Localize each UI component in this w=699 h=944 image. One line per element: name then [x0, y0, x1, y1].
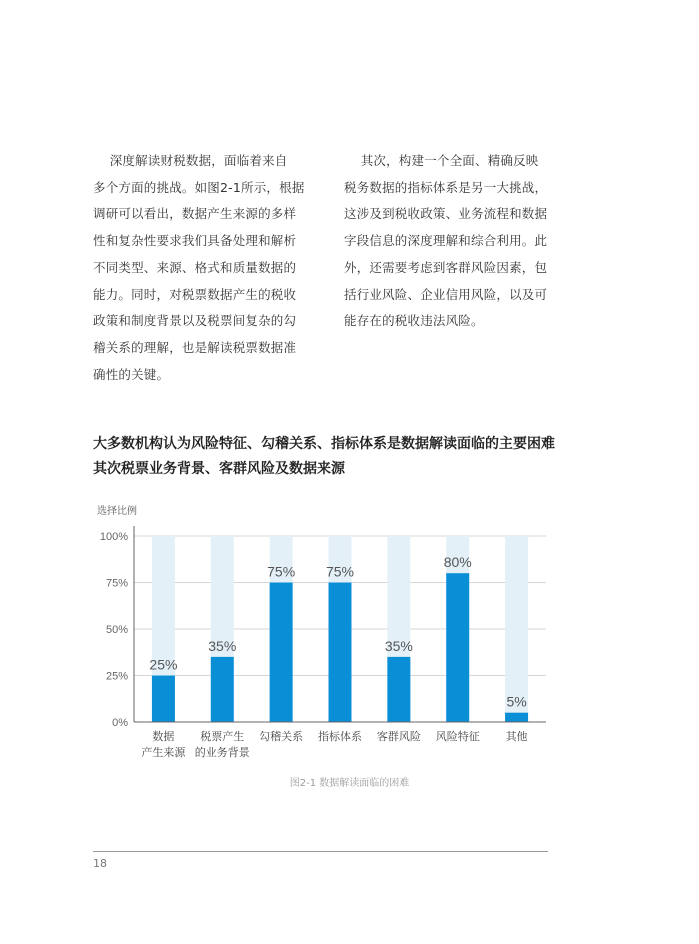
left-paragraph-line: 性和复杂性要求我们具备处理和解析 — [93, 233, 297, 249]
right-paragraph-line: 括行业风险、企业信用风险，以及可 — [344, 286, 548, 302]
x-category-label: 数据 — [152, 730, 175, 743]
bar — [329, 583, 352, 723]
left-paragraph-line: 确性的关键。 — [93, 366, 170, 382]
bar — [152, 676, 175, 723]
x-category-label: 风险特征 — [435, 730, 480, 743]
x-category-label: 其他 — [505, 730, 528, 743]
chart-headline-line1: 大多数机构认为风险特征、勾稽关系、指标体系是数据解读面临的主要困难 — [93, 436, 555, 452]
footer-divider — [93, 851, 548, 852]
y-tick-label: 0% — [112, 717, 128, 729]
right-paragraph-line: 能存在的税收违法风险。 — [344, 313, 484, 329]
right-paragraph-line: 税务数据的指标体系是另一大挑战， — [344, 179, 548, 195]
y-tick-label: 25% — [105, 670, 128, 683]
left-paragraph-line: 调研可以看出，数据产生来源的多样 — [93, 206, 297, 222]
x-category-label: 税票产生 — [200, 730, 245, 743]
bar-value-label: 80% — [443, 554, 472, 571]
bar-value-label: 75% — [267, 563, 296, 580]
left-paragraph-line: 政策和制度背景以及税票间复杂的勾 — [93, 313, 297, 329]
y-tick-label: 50% — [105, 624, 128, 636]
chart-y-axis-label: 选择比例 — [97, 506, 137, 517]
bar — [387, 657, 410, 722]
right-paragraph-line: 其次，构建一个全面、精确反映 — [344, 153, 539, 168]
left-paragraph-line: 能力。同时，对税票数据产生的税收 — [93, 286, 297, 302]
bar-value-label: 5% — [506, 693, 527, 710]
chart-headline-line2: 其次税票业务背景、客群风险及数据来源 — [93, 461, 345, 477]
bar — [211, 657, 234, 722]
y-tick-label: 75% — [105, 577, 128, 590]
left-paragraph-line: 稽关系的理解，也是解读税票数据准 — [93, 339, 297, 355]
bar-value-label: 35% — [208, 637, 237, 654]
left-paragraph-line: 不同类型、来源、格式和质量数据的 — [93, 259, 297, 275]
figure-caption: 图2-1 数据解读面临的困难 — [289, 778, 410, 789]
x-category-label: 指标体系 — [318, 730, 362, 743]
right-paragraph-line: 外，还需要考虑到客群风险因素，包 — [344, 259, 548, 275]
bar-value-label: 75% — [325, 563, 355, 580]
right-paragraph-line: 这涉及到税收政策、业务流程和数据 — [344, 206, 548, 222]
y-tick-label: 100% — [99, 531, 128, 543]
x-category-label: 客群风险 — [376, 730, 421, 743]
left-paragraph-line: 深度解读财税数据，面临着来自 — [93, 153, 288, 168]
x-category-label: 的业务背景 — [194, 746, 250, 759]
bar-value-label: 35% — [384, 637, 413, 654]
right-paragraph-line: 字段信息的深度理解和综合利用。此 — [344, 233, 548, 249]
bar — [270, 583, 293, 723]
bar — [505, 713, 528, 722]
x-category-label: 产生来源 — [141, 746, 186, 759]
x-category-label: 勾稽关系 — [259, 730, 304, 743]
page-number: 18 — [93, 857, 107, 870]
bar — [446, 573, 469, 722]
bar-value-label: 25% — [149, 656, 178, 673]
left-paragraph-line: 多个方面的挑战。如图2-1所示，根据 — [93, 179, 305, 195]
